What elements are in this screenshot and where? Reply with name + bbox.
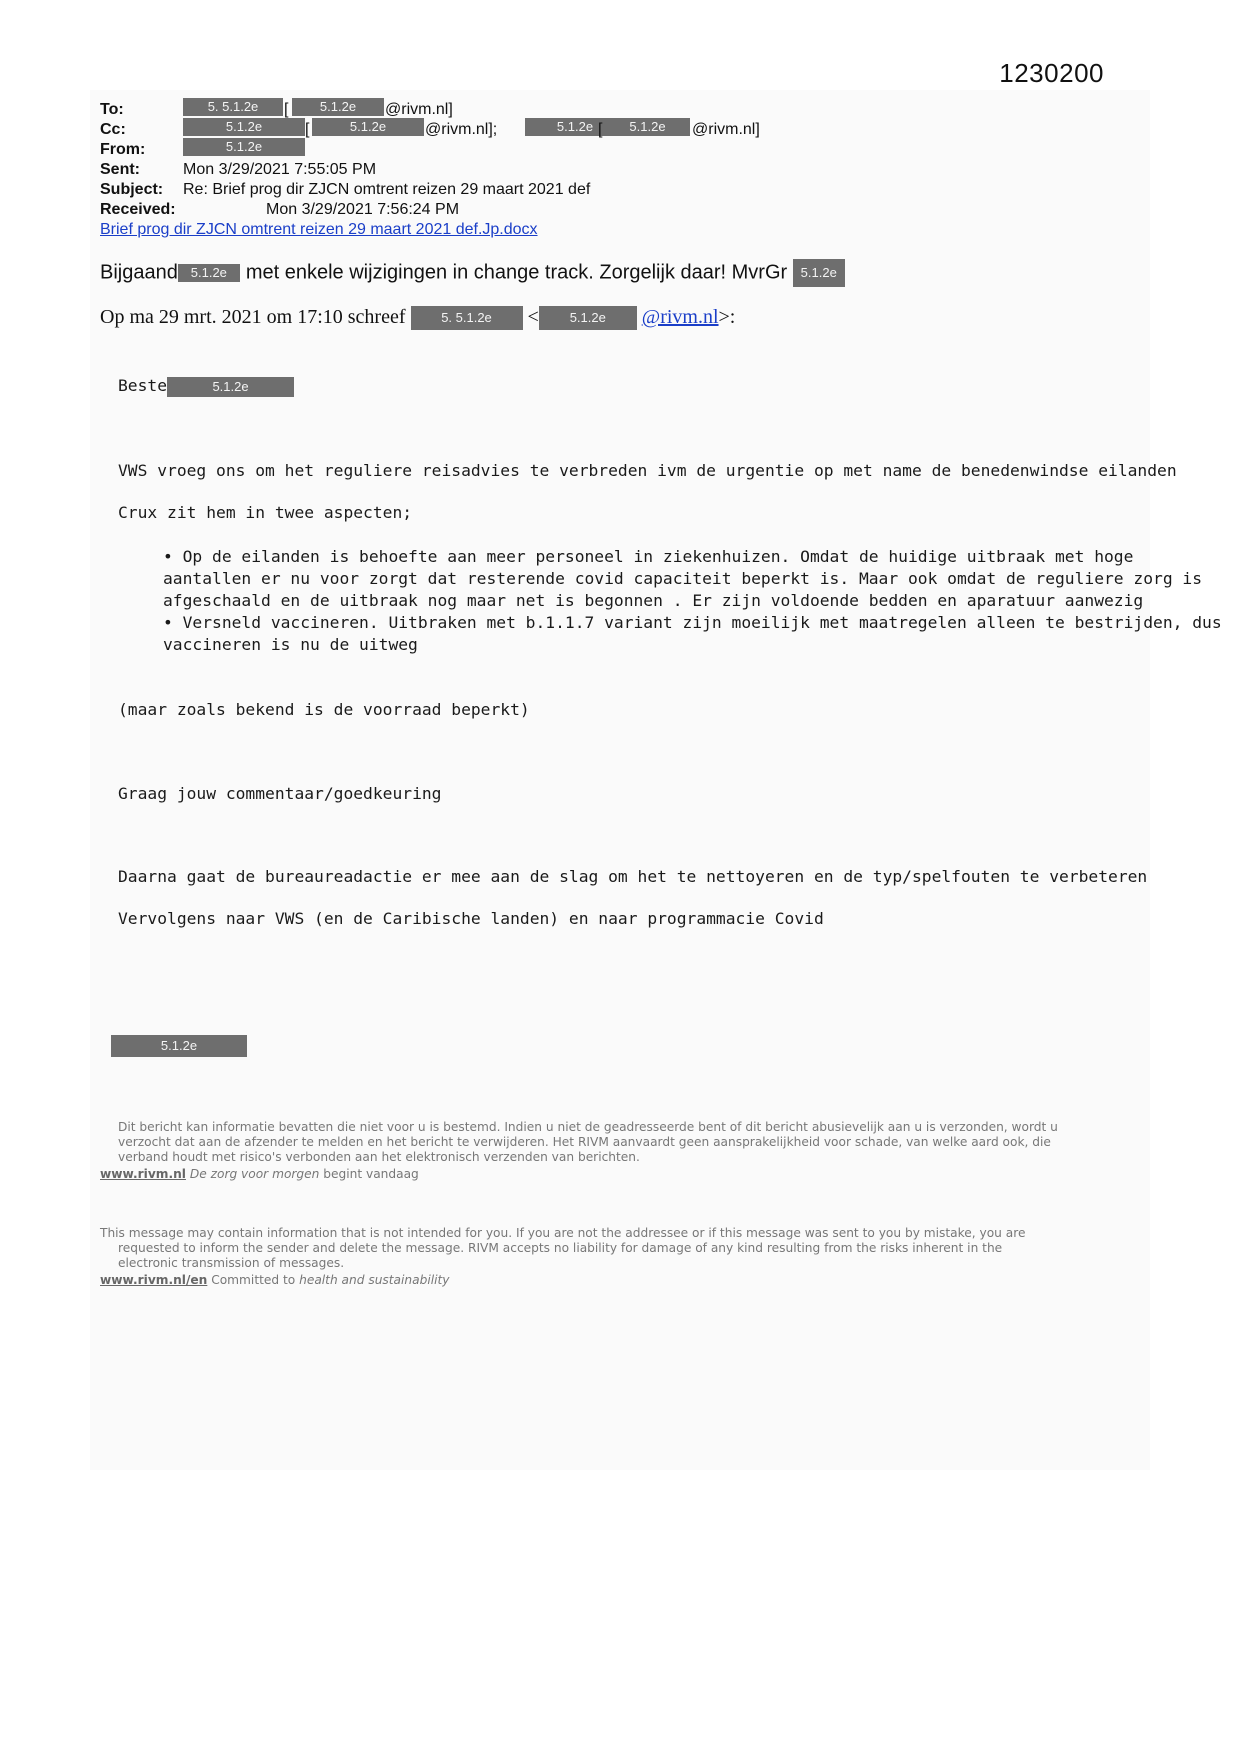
list-item: • Versneld vaccineren. Uitbraken met b.1.1.7 variant zijn moeilijk met maatregelen alleen te bestrijden, dus — [163, 613, 1222, 632]
redaction-box: 5.1.2e — [539, 306, 637, 330]
redaction-box: 5.1.2e — [178, 264, 240, 282]
cc-bracket-2: [ — [598, 121, 603, 138]
reply-prefix: Bijgaand — [100, 261, 178, 284]
to-bracket: [ — [284, 101, 289, 118]
rivm-tagline-en — [100, 1273, 450, 1288]
greeting — [118, 376, 294, 397]
redaction-box: 5.1.2e — [605, 118, 690, 136]
disclaimer-line: Dit bericht kan informatie bevatten die niet voor u is bestemd. Indien u niet de geadresseerde bent of dit bericht abusievelijk aan u is verzonden, wordt u — [118, 1120, 1058, 1134]
sent-value: Mon 3/29/2021 7:55:05 PM — [183, 161, 377, 178]
from-label: From: — [100, 141, 146, 158]
paragraph: Vervolgens naar VWS (en de Caribische landen) en naar programmacie Covid — [118, 909, 824, 928]
tagline: Committed to — [211, 1273, 296, 1287]
cc-domain-1: @rivm.nl]; — [425, 121, 498, 138]
disclaimer-en — [100, 1226, 1025, 1271]
subject-value: Re: Brief prog dir ZJCN omtrent reizen 29 maart 2021 def — [183, 181, 591, 198]
cc-bracket: [ — [305, 121, 310, 138]
email-header — [100, 100, 1000, 240]
disclaimer-line: This message may contain information that is not intended for you. If you are not the addressee or if this message was sent to you by mistake, you are — [100, 1226, 1026, 1240]
redaction-box: 5.1.2e — [111, 1035, 247, 1057]
disclaimer-line: verband houdt met risico's verbonden aan het elektronisch verzenden van berichten. — [118, 1150, 640, 1164]
redaction-box: 5.1.2e — [793, 259, 845, 287]
paragraph: VWS vroeg ons om het reguliere reisadvies te verbreden ivm de urgentie op met name de benedenwindse eilanden — [118, 461, 1177, 480]
redaction-box: 5.1.2e — [183, 138, 305, 156]
tagline: De zorg voor morgen — [189, 1167, 320, 1181]
rivm-tagline-nl — [100, 1167, 419, 1182]
to-domain: @rivm.nl] — [385, 101, 453, 118]
tagline-end: begint vandaag — [323, 1167, 419, 1181]
received-value: Mon 3/29/2021 7:56:24 PM — [266, 201, 460, 218]
redaction-box: 5.1.2e — [167, 377, 294, 397]
redaction-box: 5.1.2e — [312, 118, 424, 136]
reply-text — [100, 259, 845, 287]
disclaimer-nl — [118, 1120, 1058, 1165]
paragraph: Daarna gaat de bureaureadactie er mee aan de slag om het te nettoyeren en de typ/spelfouten te verbeteren — [118, 867, 1148, 886]
redaction-box: 5.1.2e — [292, 98, 384, 116]
quote-prefix: Op ma 29 mrt. 2021 om 17:10 schreef — [100, 306, 406, 328]
list-item-line: vaccineren is nu de uitweg — [163, 635, 418, 654]
tagline-end: health and sustainability — [299, 1273, 450, 1287]
paragraph: Crux zit hem in twee aspecten; — [118, 503, 413, 522]
list-item: • Op de eilanden is behoefte aan meer personeel in ziekenhuizen. Omdat de huidige uitbraak met hoge — [163, 547, 1134, 566]
list-item-line: aantallen er nu voor zorgt dat resterende covid capaciteit beperkt is. Maar ook omdat de reguliere zorg is — [163, 569, 1203, 588]
greeting-word: Beste — [118, 376, 168, 395]
to-label: To: — [100, 101, 124, 118]
document-number: 1230200 — [999, 58, 1104, 88]
received-label: Received: — [100, 201, 176, 218]
disclaimer-line: verzocht dat aan de afzender te melden en het bericht te verwijderen. Het RIVM aanvaardt geen aansprakelijkheid voor schade, van welke aard ook, die — [118, 1135, 1051, 1149]
subject-label: Subject: — [100, 181, 164, 198]
rivm-link[interactable]: www.rivm.nl — [100, 1167, 186, 1181]
attachment-link[interactable]: Brief prog dir ZJCN omtrent reizen 29 maart 2021 def.Jp.docx — [100, 221, 538, 238]
paragraph: Graag jouw commentaar/goedkeuring — [118, 784, 442, 803]
quote-header — [100, 306, 735, 330]
quote-lt: < — [527, 306, 539, 328]
redaction-box: 5.1.2e — [525, 118, 625, 136]
quote-email-link[interactable]: @rivm.nl — [641, 306, 719, 328]
bullet-list — [163, 546, 1222, 656]
redaction-box: 5. 5.1.2e — [411, 306, 523, 330]
paragraph: (maar zoals bekend is de voorraad beperkt) — [118, 700, 530, 719]
disclaimer-line: requested to inform the sender and delete the message. RIVM accepts no liability for damage of any kind resulting from the risks inherent in the — [118, 1241, 1003, 1255]
reply-body: met enkele wijzigingen in change track. Zorgelijk daar! MvrGr — [245, 261, 788, 284]
rivm-en-link[interactable]: www.rivm.nl/en — [100, 1273, 208, 1287]
redaction-box: 5. 5.1.2e — [183, 98, 283, 116]
sent-label: Sent: — [100, 161, 140, 178]
redaction-box: 5.1.2e — [183, 118, 305, 136]
cc-label: Cc: — [100, 121, 126, 138]
disclaimer-line: electronic transmission of messages. — [118, 1256, 345, 1270]
list-item-line: afgeschaald en de uitbraak nog maar net is begonnen . Er zijn voldoende bedden en aparatuur aanwezig — [163, 591, 1144, 610]
cc-domain-2: @rivm.nl] — [692, 121, 760, 138]
quote-suffix: >: — [718, 306, 736, 328]
